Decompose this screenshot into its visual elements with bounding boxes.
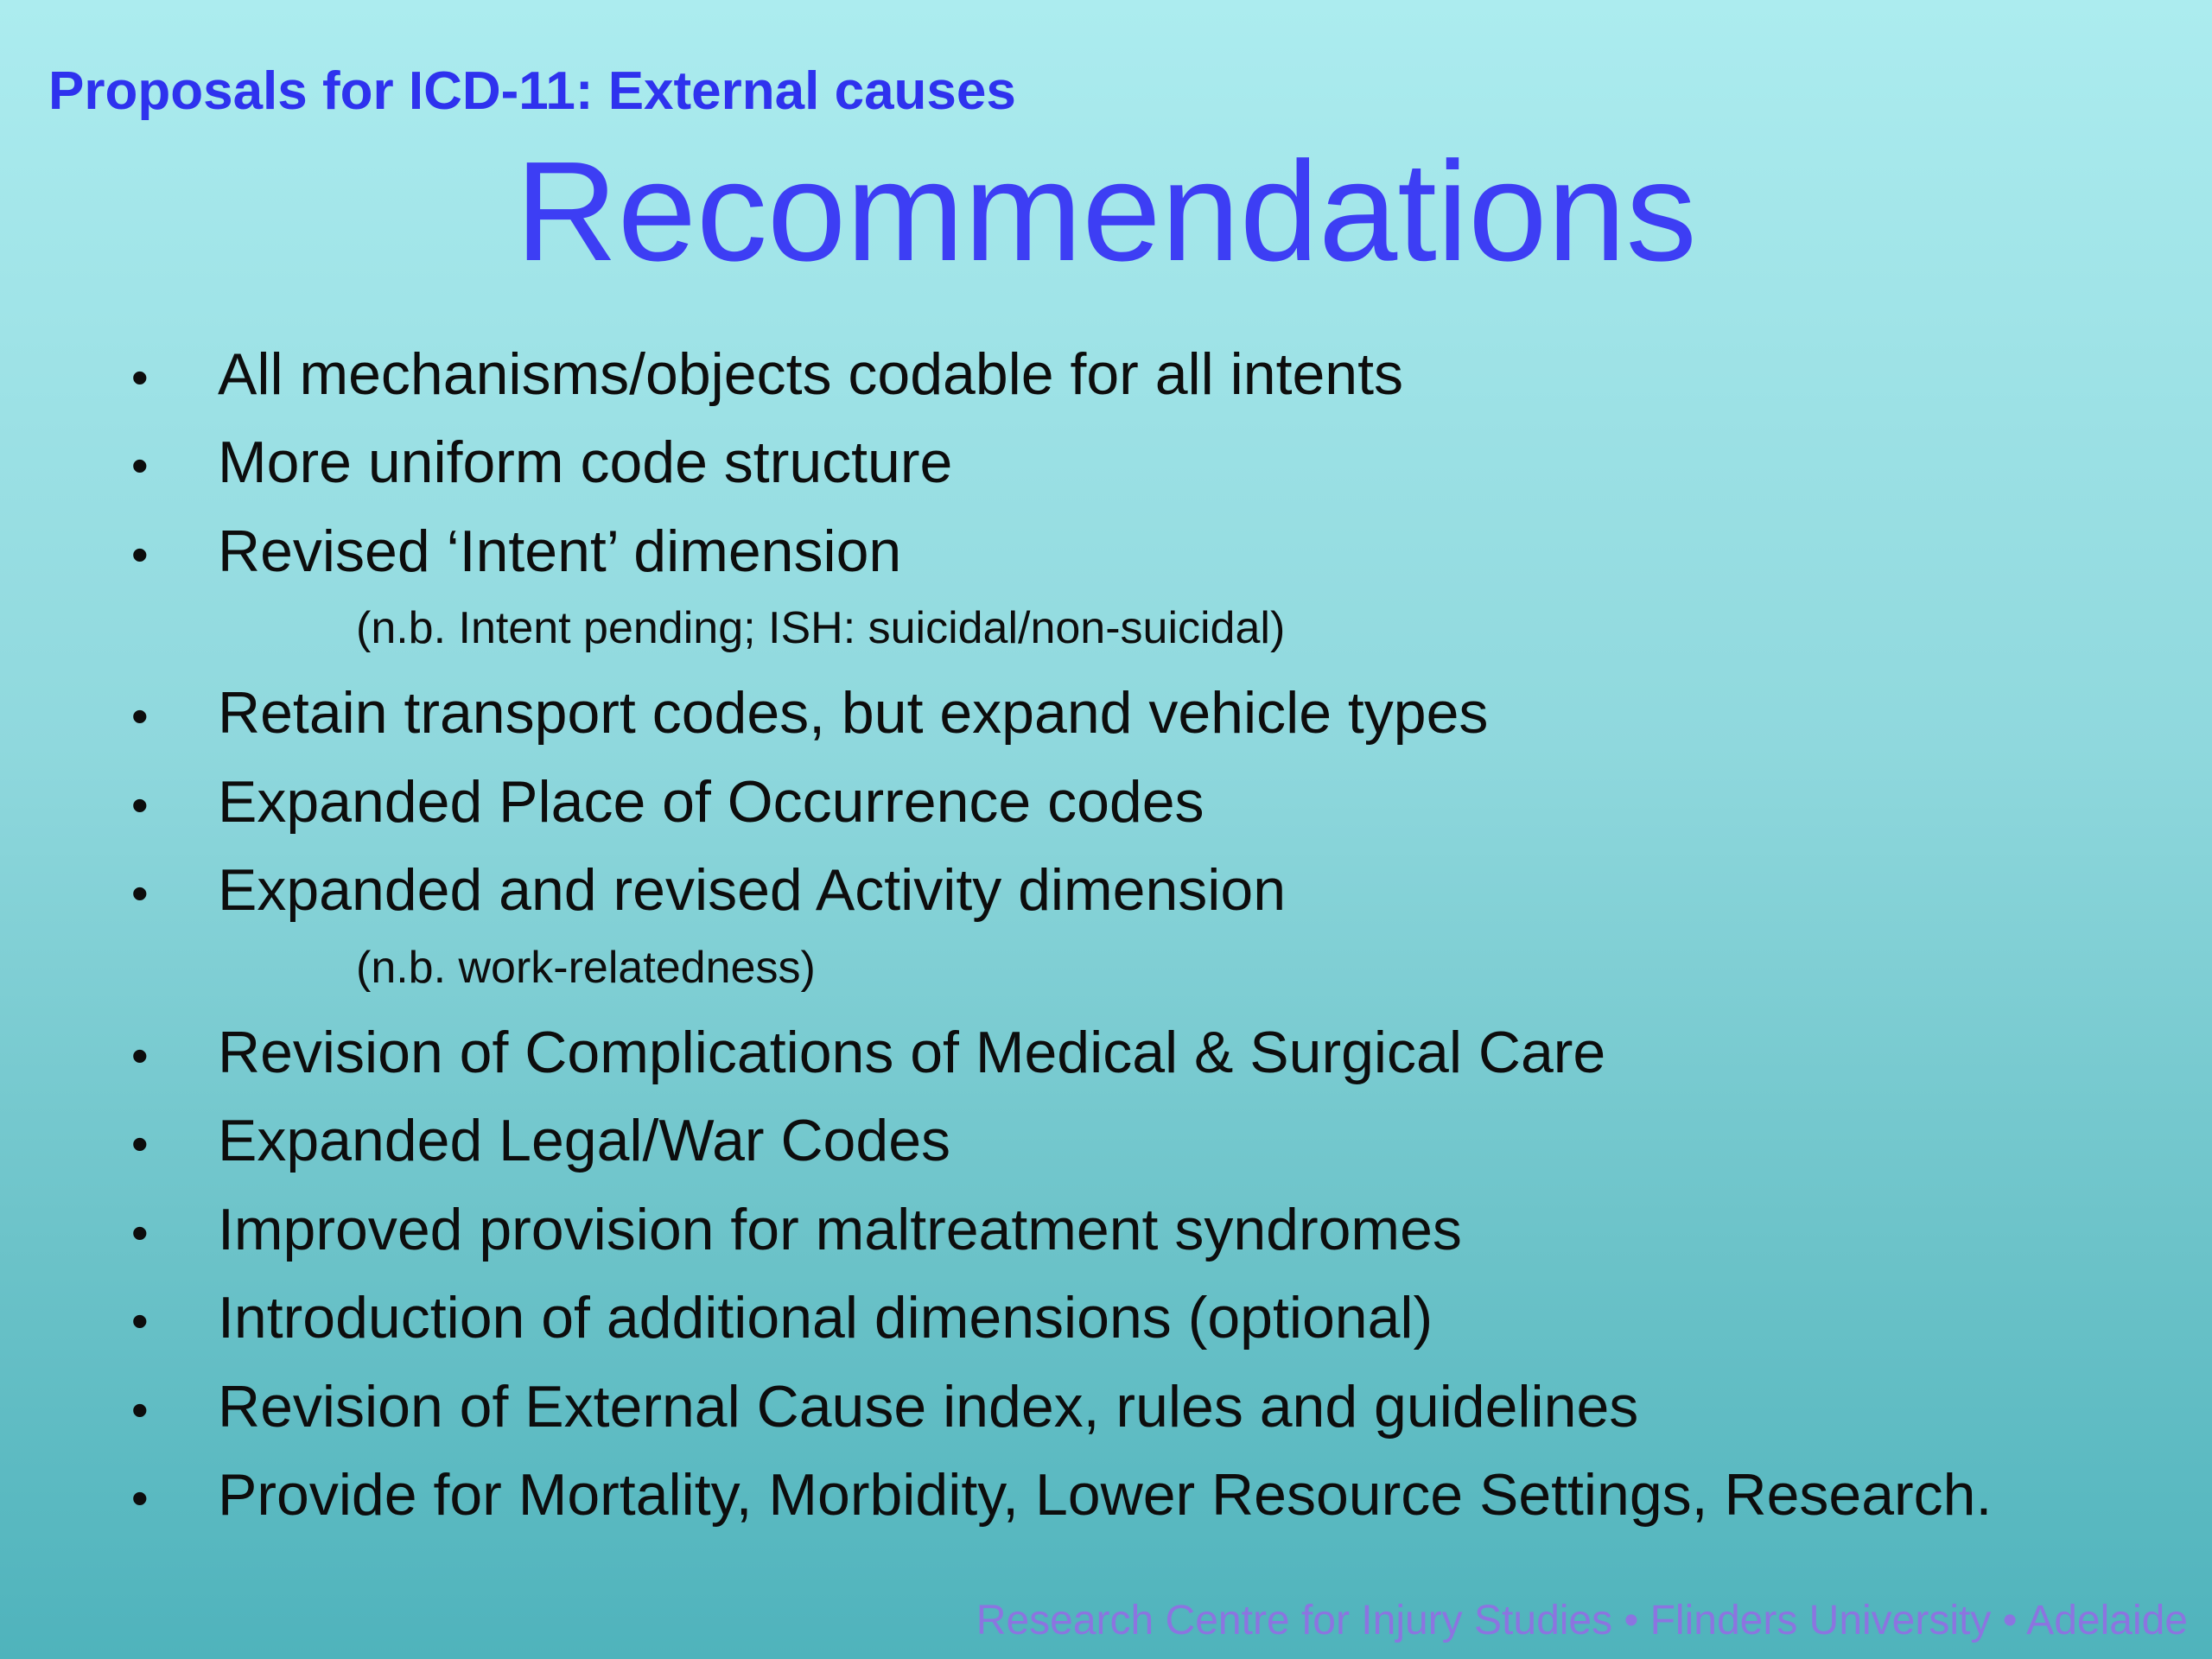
bullet-item [131,1279,1433,1357]
bullet-item [131,1014,1605,1091]
bullet-text: Provide for Mortality, Morbidity, Lower Resource Settings, Research. [218,1462,1993,1528]
bullet-text: Introduction of additional dimensions (optional) [218,1285,1433,1351]
bullet-item [131,335,1403,413]
bullet-text: Improved provision for maltreatment syndromes [218,1197,1462,1262]
bullet-dot: • [131,689,149,743]
bullet-dot: • [131,1116,149,1171]
slide-footer: Research Centre for Injury Studies • Flinders University • Adelaide [976,1598,2188,1643]
bullet-text: Retain transport codes, but expand vehicle types [218,680,1489,746]
bullet-item [131,763,1205,841]
bullet-dot: • [131,1028,149,1083]
bullet-note: (n.b. work-relatedness) [356,943,816,993]
slide-kicker: Proposals for ICD-11: External causes [48,61,1016,121]
bullet-item [131,674,1488,752]
bullet-text: More uniform code structure [218,429,953,495]
bullet-item [131,1102,950,1179]
bullet-dot: • [131,350,149,404]
bullet-item [131,512,901,590]
bullet-dot: • [131,527,149,582]
bullet-text: Revision of Complications of Medical & Surgical Care [218,1020,1606,1085]
bullet-item [131,1368,1638,1446]
bullet-item [131,851,1286,929]
bullet-dot: • [131,778,149,832]
bullet-text: Revision of External Cause index, rules and guidelines [218,1374,1639,1440]
bullet-dot: • [131,866,149,920]
bullet-text: Expanded Place of Occurrence codes [218,769,1205,835]
bullet-item [131,423,952,501]
bullet-dot: • [131,438,149,493]
bullet-item [131,1191,1462,1268]
bullet-text: Revised ‘Intent’ dimension [218,518,902,584]
bullet-dot: • [131,1382,149,1437]
bullet-dot: • [131,1471,149,1525]
bullet-text: Expanded and revised Activity dimension [218,857,1287,923]
bullet-text: Expanded Legal/War Codes [218,1108,951,1173]
bullet-item [131,1456,1992,1534]
bullet-note: (n.b. Intent pending; ISH: suicidal/non-suicidal) [356,603,1286,653]
bullet-dot: • [131,1205,149,1260]
bullet-text: All mechanisms/objects codable for all intents [218,341,1403,407]
slide-title: Recommendations [515,132,1697,290]
bullet-dot: • [131,1294,149,1348]
